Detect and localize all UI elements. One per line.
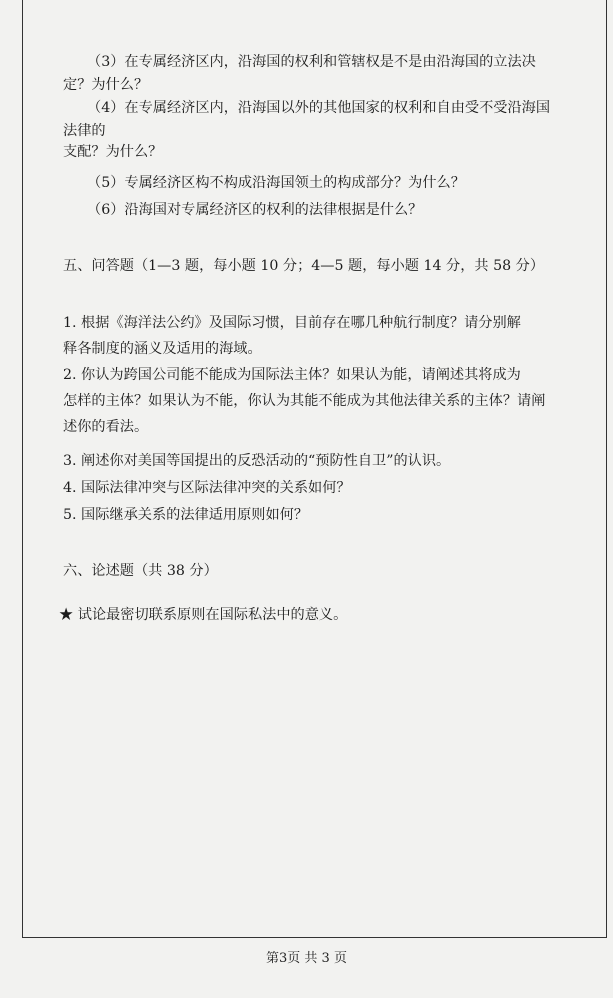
s4-q3-line2: 定？为什么？ <box>63 77 149 93</box>
s5-q3: 3. 阐述你对美国等国提出的反恐活动的“预防性自卫”的认识。 <box>63 453 451 469</box>
s5-q2-line3: 述你的看法。 <box>63 419 149 435</box>
s4-q4-line1: （4）在专属经济区内，沿海国以外的其他国家的权利和自由受不受沿海国 <box>87 100 551 116</box>
s5-q1-line1: 1. 根据《海洋法公约》及国际习惯，目前存在哪几种航行制度？请分别解 <box>63 315 521 331</box>
s4-q5: （5）专属经济区构不构成沿海国领土的构成部分？为什么？ <box>87 175 465 191</box>
s5-q1-line2: 释各制度的涵义及适用的海域。 <box>63 341 262 357</box>
s4-q4-line2: 法律的 <box>63 123 106 139</box>
s6-q1: ★ 试论最密切联系原则在国际私法中的意义。 <box>59 607 348 623</box>
s5-q2-line1: 2. 你认为跨国公司能不能成为国际法主体？如果认为能，请阐述其将成为 <box>63 367 521 383</box>
s6-heading: 六、论述题（共 38 分） <box>63 563 218 579</box>
page-footer: 第3页 共 3 页 <box>266 951 347 966</box>
s4-q4-line3: 支配？为什么？ <box>63 144 163 160</box>
s4-q6: （6）沿海国对专属经济区的权利的法律根据是什么？ <box>87 202 423 218</box>
exam-page <box>22 0 607 938</box>
s5-q5: 5. 国际继承关系的法律适用原则如何？ <box>63 507 309 523</box>
s5-q2-line2: 怎样的主体？如果认为不能，你认为其能不能成为其他法律关系的主体？请阐 <box>63 393 546 409</box>
s5-q4: 4. 国际法律冲突与区际法律冲突的关系如何？ <box>63 480 351 496</box>
s5-heading: 五、问答题（1—3 题，每小题 10 分；4—5 题，每小题 14 分，共 58 分） <box>63 258 545 274</box>
s4-q3-line1: （3）在专属经济区内，沿海国的权利和管辖权是不是由沿海国的立法决 <box>87 54 536 70</box>
